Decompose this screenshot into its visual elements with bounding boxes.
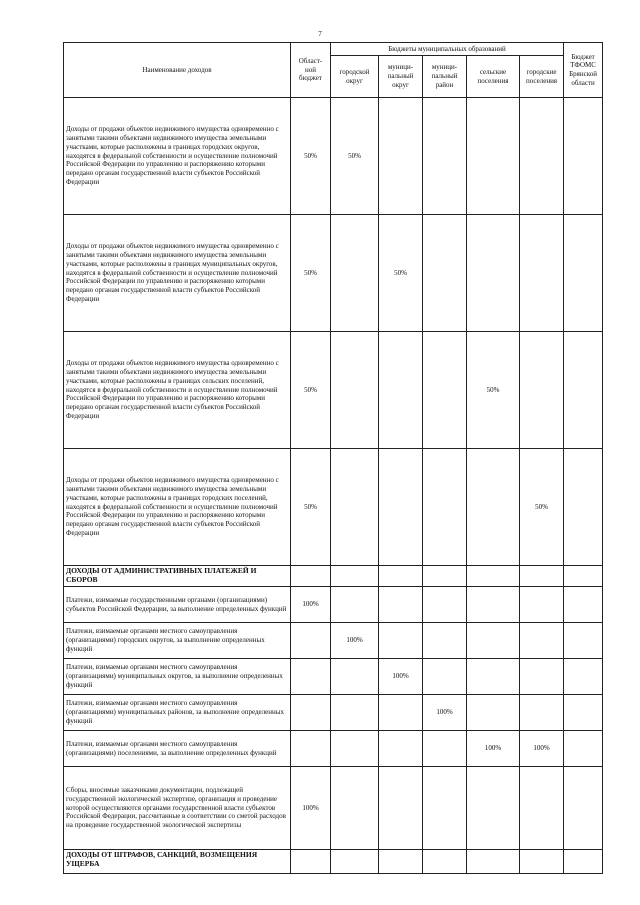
revenue-name: Платежи, взимаемые органами местного самоуправления (организациями) поселениями, за выполнение определенных функций xyxy=(64,731,291,767)
share-city-district xyxy=(331,767,379,850)
table-row xyxy=(64,332,603,449)
share-tfoms xyxy=(564,731,603,767)
share-regional xyxy=(291,731,331,767)
header-city-district: городской округ xyxy=(331,56,379,98)
table-row xyxy=(64,659,603,695)
share-regional: 50% xyxy=(291,449,331,566)
table-row xyxy=(64,695,603,731)
header-rural: сельские поселения xyxy=(467,56,520,98)
share-rural xyxy=(467,659,520,695)
share-rural xyxy=(467,767,520,850)
share-municipal-district xyxy=(379,566,423,587)
share-urban xyxy=(520,695,564,731)
share-municipal-district: 100% xyxy=(379,659,423,695)
header-municipal-raion: муници- пальный район xyxy=(423,56,467,98)
table-row xyxy=(64,767,603,850)
share-regional: 100% xyxy=(291,767,331,850)
section-row xyxy=(64,850,603,874)
table-row xyxy=(64,215,603,332)
revenue-name: Сборы, вносимые заказчиками документации, подлежащей государственной экологической экспертизе, организация и проведение которой осуществляются органами государственной власти субъектов Российской Федерации, рассчитанные в соответствии со сметой расходов на проведение государственной экологической экспертизы xyxy=(64,767,291,850)
share-municipal-raion xyxy=(423,566,467,587)
share-tfoms xyxy=(564,332,603,449)
header-urban: городские поселения xyxy=(520,56,564,98)
share-regional: 100% xyxy=(291,587,331,623)
share-tfoms xyxy=(564,767,603,850)
table-row xyxy=(64,731,603,767)
share-municipal-district xyxy=(379,731,423,767)
share-city-district xyxy=(331,332,379,449)
share-city-district xyxy=(331,695,379,731)
share-municipal-district xyxy=(379,695,423,731)
share-city-district xyxy=(331,850,379,874)
section-title: ДОХОДЫ ОТ АДМИНИСТРАТИВНЫХ ПЛАТЕЖЕЙ И СБОРОВ xyxy=(64,566,291,587)
share-municipal-raion xyxy=(423,767,467,850)
share-urban: 100% xyxy=(520,731,564,767)
share-city-district xyxy=(331,659,379,695)
share-municipal-raion xyxy=(423,731,467,767)
share-municipal-district xyxy=(379,767,423,850)
table-row xyxy=(64,623,603,659)
section-title: ДОХОДЫ ОТ ШТРАФОВ, САНКЦИЙ, ВОЗМЕЩЕНИЯ УЩЕРБА xyxy=(64,850,291,874)
share-rural xyxy=(467,98,520,215)
share-municipal-district xyxy=(379,332,423,449)
share-tfoms xyxy=(564,587,603,623)
share-tfoms xyxy=(564,623,603,659)
share-municipal-raion xyxy=(423,449,467,566)
share-municipal-district xyxy=(379,98,423,215)
share-city-district xyxy=(331,566,379,587)
header-municipal-group: Бюджеты муниципальных образований xyxy=(331,43,564,56)
share-rural: 50% xyxy=(467,332,520,449)
share-rural xyxy=(467,695,520,731)
share-tfoms xyxy=(564,850,603,874)
share-urban xyxy=(520,332,564,449)
share-tfoms xyxy=(564,215,603,332)
share-urban xyxy=(520,566,564,587)
revenue-name: Доходы от продажи объектов недвижимого имущества одновременно с занятыми такими объектами недвижимого имущества земельными участками, которые расположены в границах сельских поселений, находятся в федеральной собственности и осуществление полномочий Российской Федерации по управлению и распоряжению которыми передано органам государственной власти субъектов Российской Федерации xyxy=(64,332,291,449)
share-urban xyxy=(520,767,564,850)
share-regional: 50% xyxy=(291,215,331,332)
header-municipal-district: муници- пальный округ xyxy=(379,56,423,98)
share-regional: 50% xyxy=(291,332,331,449)
share-municipal-raion xyxy=(423,332,467,449)
share-regional xyxy=(291,566,331,587)
share-tfoms xyxy=(564,449,603,566)
revenue-name: Доходы от продажи объектов недвижимого имущества одновременно с занятыми такими объектами недвижимого имущества земельными участками, которые расположены в границах муниципальных округов, находятся в федеральной собственности и осуществление полномочий Российской Федерации по управлению и распоряжению которыми передано органам государственной власти субъектов Российской Федерации xyxy=(64,215,291,332)
share-city-district xyxy=(331,449,379,566)
revenue-name: Платежи, взимаемые органами местного самоуправления (организациями) муниципальных округов, за выполнение определенных функций xyxy=(64,659,291,695)
share-tfoms xyxy=(564,566,603,587)
revenue-name: Доходы от продажи объектов недвижимого имущества одновременно с занятыми такими объектами недвижимого имущества земельными участками, которые расположены в границах городских поселений, находятся в федеральной собственности и осуществление полномочий Российской Федерации по управлению и распоряжению которыми передано органам государственной власти субъектов Российской Федерации xyxy=(64,449,291,566)
share-urban xyxy=(520,215,564,332)
revenue-name: Платежи, взимаемые органами местного самоуправления (организациями) городских округов, за выполнение определенных функций xyxy=(64,623,291,659)
share-urban: 50% xyxy=(520,449,564,566)
share-tfoms xyxy=(564,695,603,731)
share-regional xyxy=(291,695,331,731)
table-row xyxy=(64,449,603,566)
share-tfoms xyxy=(564,659,603,695)
share-urban xyxy=(520,659,564,695)
table-row xyxy=(64,587,603,623)
share-municipal-raion: 100% xyxy=(423,695,467,731)
share-regional xyxy=(291,623,331,659)
share-regional xyxy=(291,659,331,695)
share-municipal-district xyxy=(379,587,423,623)
share-rural xyxy=(467,850,520,874)
share-tfoms xyxy=(564,98,603,215)
revenue-name: Платежи, взимаемые органами местного самоуправления (организациями) муниципальных районов, за выполнение определенных функций xyxy=(64,695,291,731)
share-municipal-district xyxy=(379,623,423,659)
header-regional: Област- ной бюджет xyxy=(291,43,331,98)
share-municipal-raion xyxy=(423,659,467,695)
share-city-district xyxy=(331,731,379,767)
share-urban xyxy=(520,850,564,874)
share-regional xyxy=(291,850,331,874)
share-rural xyxy=(467,623,520,659)
header-tfoms: Бюджет ТФОМС Брянской области xyxy=(564,43,603,98)
share-municipal-district xyxy=(379,449,423,566)
share-municipal-raion xyxy=(423,623,467,659)
table-row xyxy=(64,98,603,215)
share-municipal-district xyxy=(379,850,423,874)
share-municipal-raion xyxy=(423,850,467,874)
share-urban xyxy=(520,98,564,215)
share-urban xyxy=(520,623,564,659)
share-regional: 50% xyxy=(291,98,331,215)
share-city-district: 50% xyxy=(331,98,379,215)
share-municipal-raion xyxy=(423,587,467,623)
section-row xyxy=(64,566,603,587)
share-rural xyxy=(467,566,520,587)
revenue-distribution-table xyxy=(63,42,603,874)
page-number: 7 xyxy=(318,30,322,38)
share-city-district xyxy=(331,587,379,623)
header-name: Наименование доходов xyxy=(64,43,291,98)
share-rural xyxy=(467,449,520,566)
share-city-district: 100% xyxy=(331,623,379,659)
revenue-name: Доходы от продажи объектов недвижимого имущества одновременно с занятыми такими объектами недвижимого имущества земельными участками, которые расположены в границах городских округов, находятся в федеральной собственности и осуществление полномочий Российской Федерации по управлению и распоряжению которыми передано органам государственной власти субъектов Российской Федерации xyxy=(64,98,291,215)
share-rural xyxy=(467,587,520,623)
share-municipal-raion xyxy=(423,215,467,332)
revenue-name: Платежи, взимаемые государственными органами (организациями) субъектов Российской Федерации, за выполнение определенных функций xyxy=(64,587,291,623)
share-municipal-raion xyxy=(423,98,467,215)
share-rural: 100% xyxy=(467,731,520,767)
share-municipal-district: 50% xyxy=(379,215,423,332)
share-urban xyxy=(520,587,564,623)
share-city-district xyxy=(331,215,379,332)
share-rural xyxy=(467,215,520,332)
